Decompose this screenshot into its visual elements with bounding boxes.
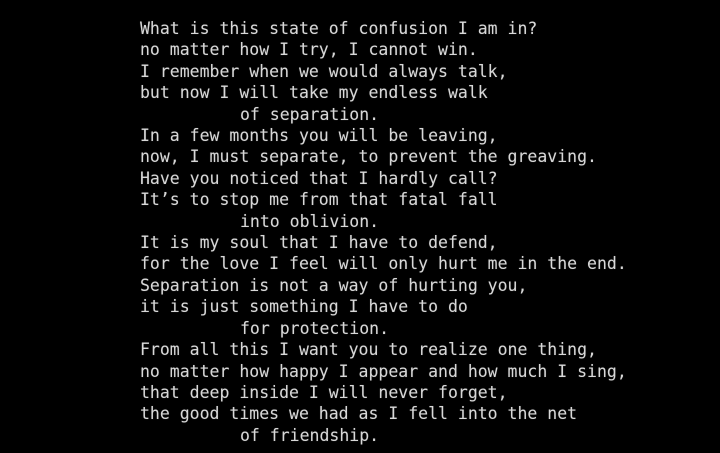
poem-line: into oblivion. <box>240 211 380 231</box>
poem-line: now, I must separate, to prevent the greaving. <box>140 147 597 167</box>
poem-text-block <box>140 18 720 446</box>
poem-line: It’s to stop me from that fatal fall <box>140 190 498 210</box>
poem-line: From all this I want you to realize one thing, <box>140 340 597 360</box>
poem-line: no matter how I try, I cannot win. <box>140 40 478 60</box>
poem-line: that deep inside I will never forget, <box>140 382 508 402</box>
poem-line: it is just something I have to do <box>140 297 468 317</box>
poem-line: Have you noticed that I hardly call? <box>140 168 498 188</box>
poem-line: but now I will take my endless walk <box>140 83 488 103</box>
poem-line: of separation. <box>240 104 380 124</box>
poem-line: What is this state of confusion I am in? <box>140 19 538 38</box>
poem-line: I remember when we would always talk, <box>140 61 508 81</box>
poem-line: In a few months you will be leaving, <box>140 126 498 146</box>
poem-line: no matter how happy I appear and how much I sing, <box>140 361 627 381</box>
poem-line: the good times we had as I fell into the net <box>140 404 578 424</box>
poem-line: It is my soul that I have to defend, <box>140 233 498 253</box>
poem-line: Separation is not a way of hurting you, <box>140 275 528 295</box>
poem-line: for the love I feel will only hurt me in the end. <box>140 254 627 274</box>
poem-line: of friendship. <box>240 425 380 445</box>
poem-line: for protection. <box>240 318 390 338</box>
